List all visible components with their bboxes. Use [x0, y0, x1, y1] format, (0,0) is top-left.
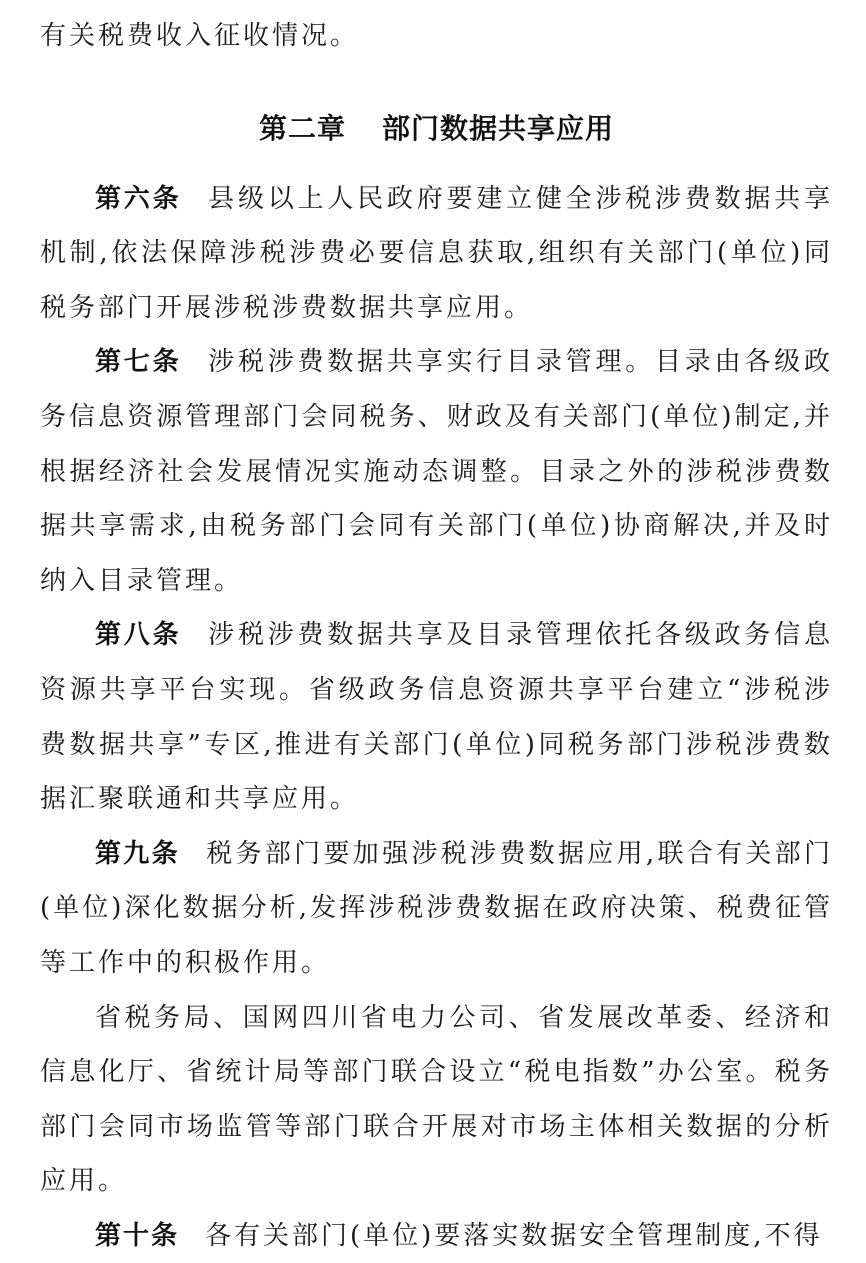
chapter-heading [40, 98, 833, 160]
document-page [40, 0, 833, 1263]
chapter-number: 第二章 [258, 111, 346, 145]
article-number: 第九条 [95, 838, 180, 869]
article-10 [40, 1209, 833, 1263]
article-text: 税务部门要加强涉税涉费数据应用,联合有关部门(单位)深化数据分析,发挥涉税涉费数据在政府决策、税费征管等工作中的积极作用。 [40, 838, 833, 978]
article-text: 县级以上人民政府要建立健全涉税涉费数据共享机制,依法保障涉税涉费必要信息获取,组织有关部门(单位)同税务部门开展涉税涉费数据共享应用。 [40, 183, 833, 323]
article-text: 各有关部门(单位)要落实数据安全管理制度,不得 [205, 1220, 823, 1251]
continuation-paragraph: 有关税费收入征收情况。 [40, 21, 360, 51]
article-text: 涉税涉费数据共享实行目录管理。目录由各级政务信息资源管理部门会同税务、财政及有关部门(单位)制定,并根据经济社会发展情况实施动态调整。目录之外的涉税涉费数据共享需求,由税务部门会同有关部门(单位)协商解决,并及时纳入目录管理。 [40, 347, 833, 596]
plain-paragraph: 省税务局、国网四川省电力公司、省发展改革委、经济和信息化厅、省统计局等部门联合设立“税电指数”办公室。税务部门会同市场监管等部门联合开展对市场主体相关数据的分析应用。 [40, 1002, 833, 1197]
article-7 [40, 335, 833, 608]
article-6 [40, 172, 833, 336]
article-number: 第七条 [95, 347, 182, 378]
chapter-title: 部门数据共享应用 [382, 111, 615, 145]
article-text: 涉税涉费数据共享及目录管理依托各级政务信息资源共享平台实现。省级政务信息资源共享平台建立“涉税涉费数据共享”专区,推进有关部门(单位)同税务部门涉税涉费数据汇聚联通和共享应用。 [40, 620, 833, 815]
article-number: 第八条 [95, 620, 182, 651]
article-number: 第十条 [95, 1220, 180, 1251]
article-8 [40, 608, 833, 826]
article-number: 第六条 [95, 183, 182, 214]
article-9 [40, 827, 833, 991]
